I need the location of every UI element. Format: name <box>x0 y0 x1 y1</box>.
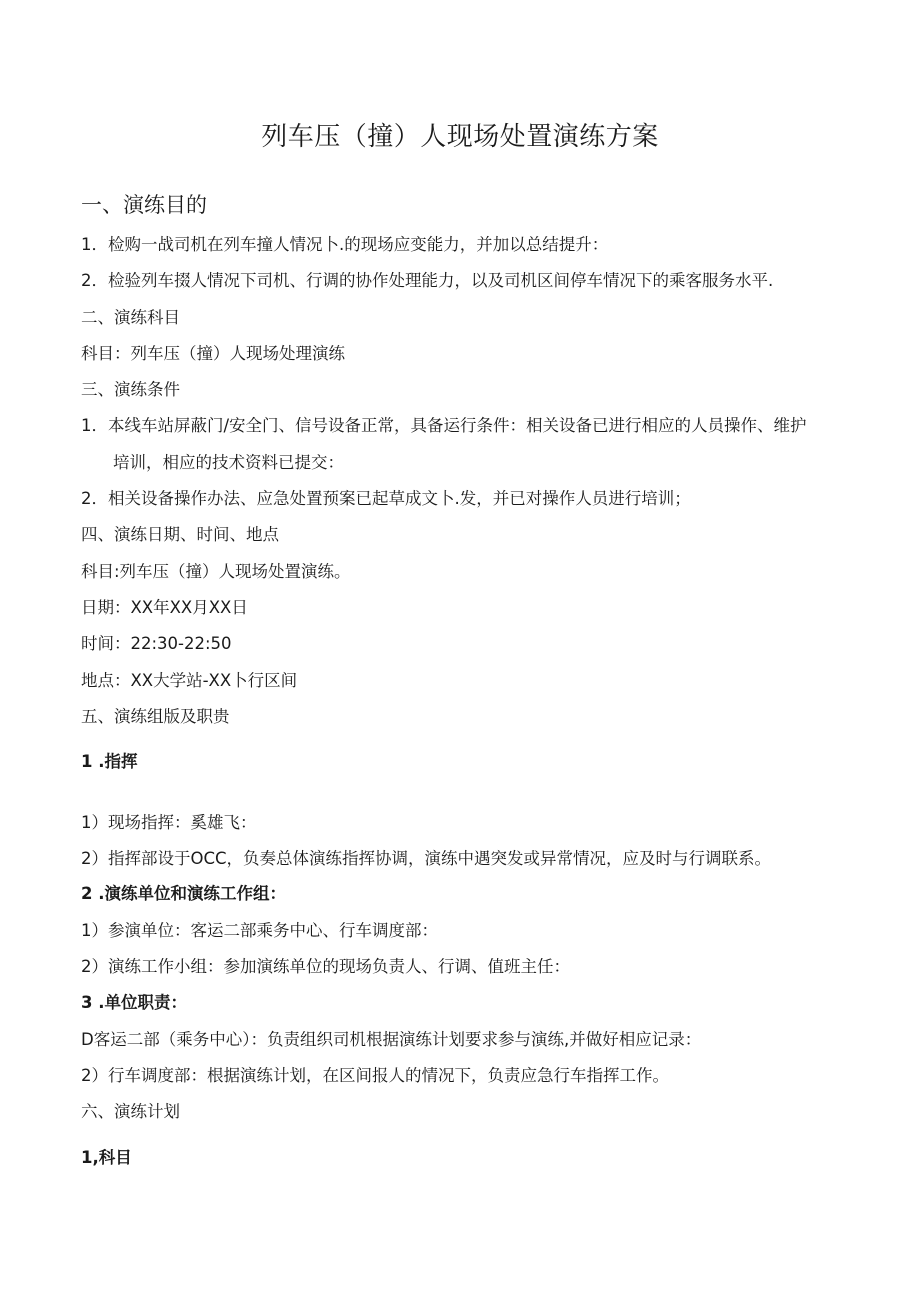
paragraph-date: 日期：XX年XX月XX日 <box>81 598 248 617</box>
paragraph-conditions-1-continued: 培训，相应的技术资料已提交： <box>113 453 344 472</box>
paragraph-unit-duties-1: D客运二部（乘务中心）：负责组织司机根据演练计划要求参与演练,并做好相应记录： <box>81 1030 702 1049</box>
paragraph-drill-subject: 科目:列车压（撞）人现场处置演练。 <box>81 562 351 581</box>
subheading-plan-subject: 1,科目 <box>81 1148 132 1167</box>
section-heading-plan: 六、演练计划 <box>81 1102 180 1121</box>
paragraph-unit-duties-2: 2）行车调度部：根据演练计划，在区间报人的情况下，负责应急行车指挥工作。 <box>81 1066 669 1085</box>
paragraph-subject: 科目：列车压（撞）人现场处理演练 <box>81 344 345 363</box>
paragraph-drill-units-1: 1）参演单位：客运二部乘务中心、行车调度部： <box>81 921 438 940</box>
subheading-command: 1 .指挥 <box>81 752 138 771</box>
section-heading-subject: 二、演练科目 <box>81 308 180 327</box>
paragraph-purpose-2: 2．检验列车掇人情况下司机、行调的协作处理能力，以及司机区间停车情况下的乘客服务水平. <box>81 271 774 290</box>
document-title: 列车压（撞）人现场处置演练方案 <box>261 122 659 152</box>
paragraph-time: 时间：22:30-22:50 <box>81 634 232 653</box>
paragraph-command-2: 2）指挥部设于OCC，负奏总体演练指挥协调，演练中遇突发或异常情况，应及时与行调联系。 <box>81 849 772 868</box>
paragraph-purpose-1: 1．检购一战司机在列车撞人情况卜.的现场应变能力，并加以总结提升： <box>81 235 609 254</box>
subheading-unit-duties: 3 .单位职责： <box>81 993 187 1012</box>
paragraph-command-1: 1）现场指挥：奚雄飞： <box>81 813 257 832</box>
paragraph-drill-units-2: 2）演练工作小组：参加演练单位的现场负责人、行调、值班主任： <box>81 957 570 976</box>
section-heading-purpose: 一、演练目的 <box>81 193 207 217</box>
section-heading-organization: 五、演练组版及职贵 <box>81 707 230 726</box>
subheading-drill-units: 2 .演练单位和演练工作组： <box>81 884 286 903</box>
paragraph-location: 地点：XX大学站-XX卜行区间 <box>81 671 298 690</box>
paragraph-conditions-2: 2．相关设备操作办法、应急处置预案已起草成文卜.发，并已对操作人员进行培训； <box>81 489 691 508</box>
section-heading-conditions: 三、演练条件 <box>81 380 180 399</box>
paragraph-conditions-1: 1．本线车站屏蔽门/安全门、信号设备正常，具备运行条件：相关设备已进行相应的人员操作、维护 <box>81 416 807 435</box>
section-heading-date-time-place: 四、演练日期、时间、地点 <box>81 525 279 544</box>
